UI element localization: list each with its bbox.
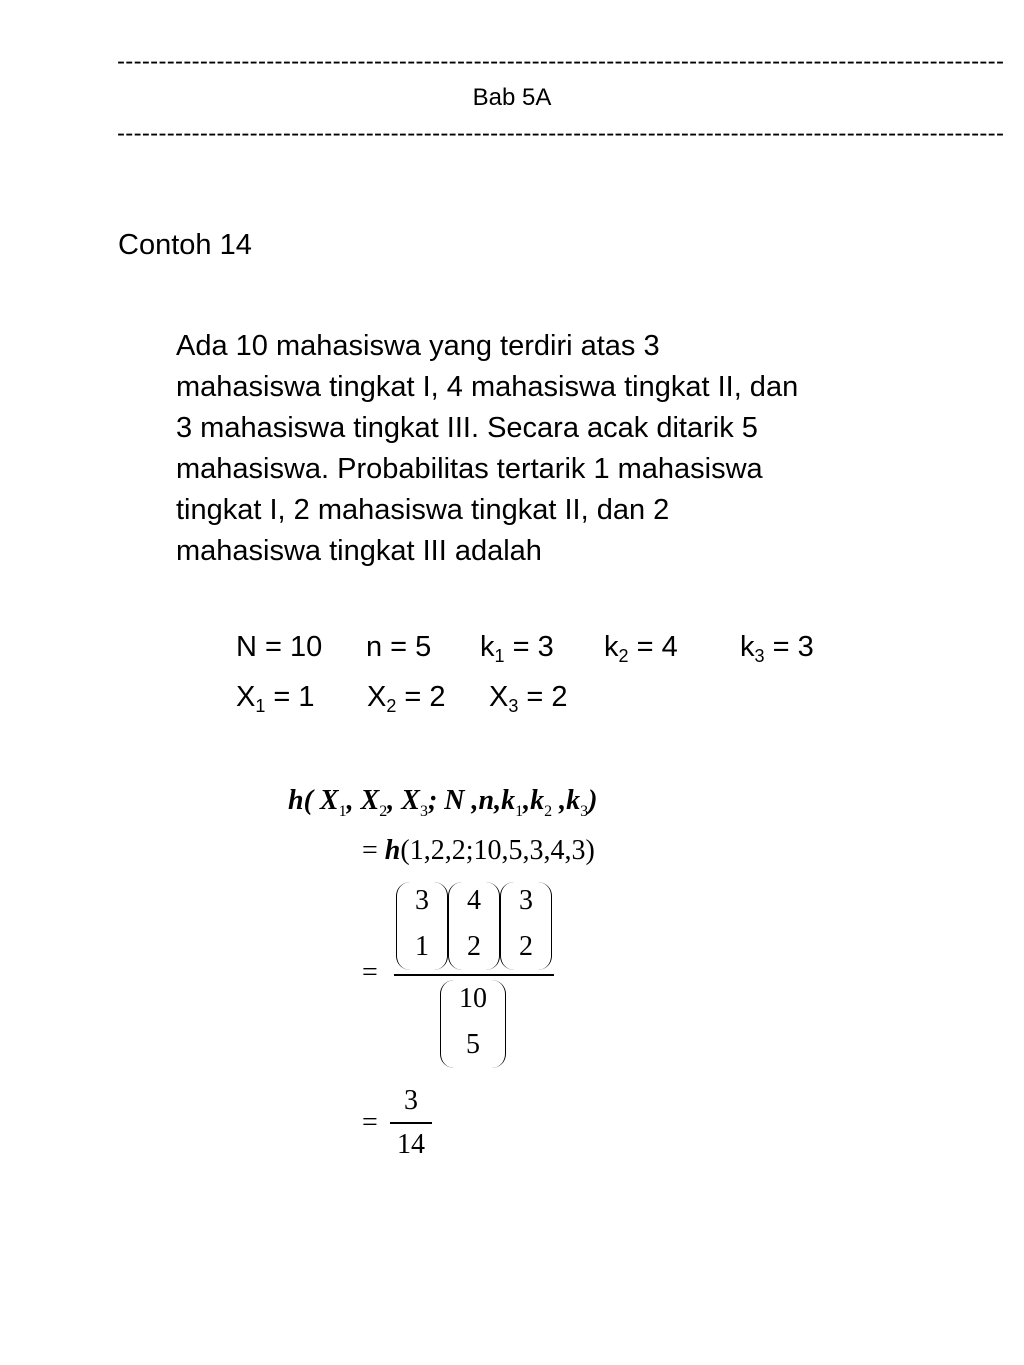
given-k1: $k_1 = 3$	[480, 631, 554, 666]
given-n: n = 5	[366, 631, 432, 663]
given-k3: $k_3 = 3$	[740, 631, 814, 666]
formula-lhs: h( $X_1$, $X_2$, $X_3$; N $,n,k_1,k_2$ $,k_3$)	[288, 785, 598, 820]
result-denominator: 14	[397, 1129, 425, 1160]
given-k2: $k_2 = 4$	[604, 631, 678, 666]
problem-line: 3 mahasiswa tingkat III. Secara acak ditarik 5	[176, 412, 758, 444]
binomial-3-2: 3 2	[500, 882, 552, 970]
formula-step-1: = h(1,2,2;10,5,3,4,3)	[362, 835, 595, 866]
chapter-title: Bab 5A	[472, 84, 552, 111]
header-rule-top: -----------------------------------------------------------------------------------------------------------	[117, 48, 1005, 75]
fraction-bar	[394, 974, 554, 976]
given-X3: $X_3 = 2$	[489, 681, 568, 716]
equals-sign: =	[362, 1107, 378, 1138]
binomial-3-1: 3 1	[396, 882, 448, 970]
given-X2: $X_2 = 2$	[367, 681, 446, 716]
problem-line: mahasiswa tingkat I, 4 mahasiswa tingkat II, dan	[176, 371, 799, 403]
given-N: N = 10	[236, 631, 323, 663]
problem-statement	[176, 326, 936, 572]
equals-sign: =	[362, 957, 378, 988]
given-X1: $X_1 = 1$	[236, 681, 315, 716]
problem-line: mahasiswa. Probabilitas tertarik 1 mahasiswa	[176, 453, 763, 485]
result-numerator: 3	[404, 1085, 418, 1116]
problem-line: tingkat I, 2 mahasiswa tingkat II, dan 2	[176, 494, 670, 526]
problem-line: Ada 10 mahasiswa yang terdiri atas 3	[176, 330, 660, 362]
header-rule-bottom: -----------------------------------------------------------------------------------------------------------	[117, 120, 1005, 147]
result-fraction-bar	[390, 1122, 432, 1124]
binomial-4-2: 4 2	[448, 882, 500, 970]
example-title: Contoh 14	[118, 229, 252, 261]
problem-line: mahasiswa tingkat III adalah	[176, 535, 542, 567]
binomial-10-5: 10 5	[440, 980, 506, 1068]
